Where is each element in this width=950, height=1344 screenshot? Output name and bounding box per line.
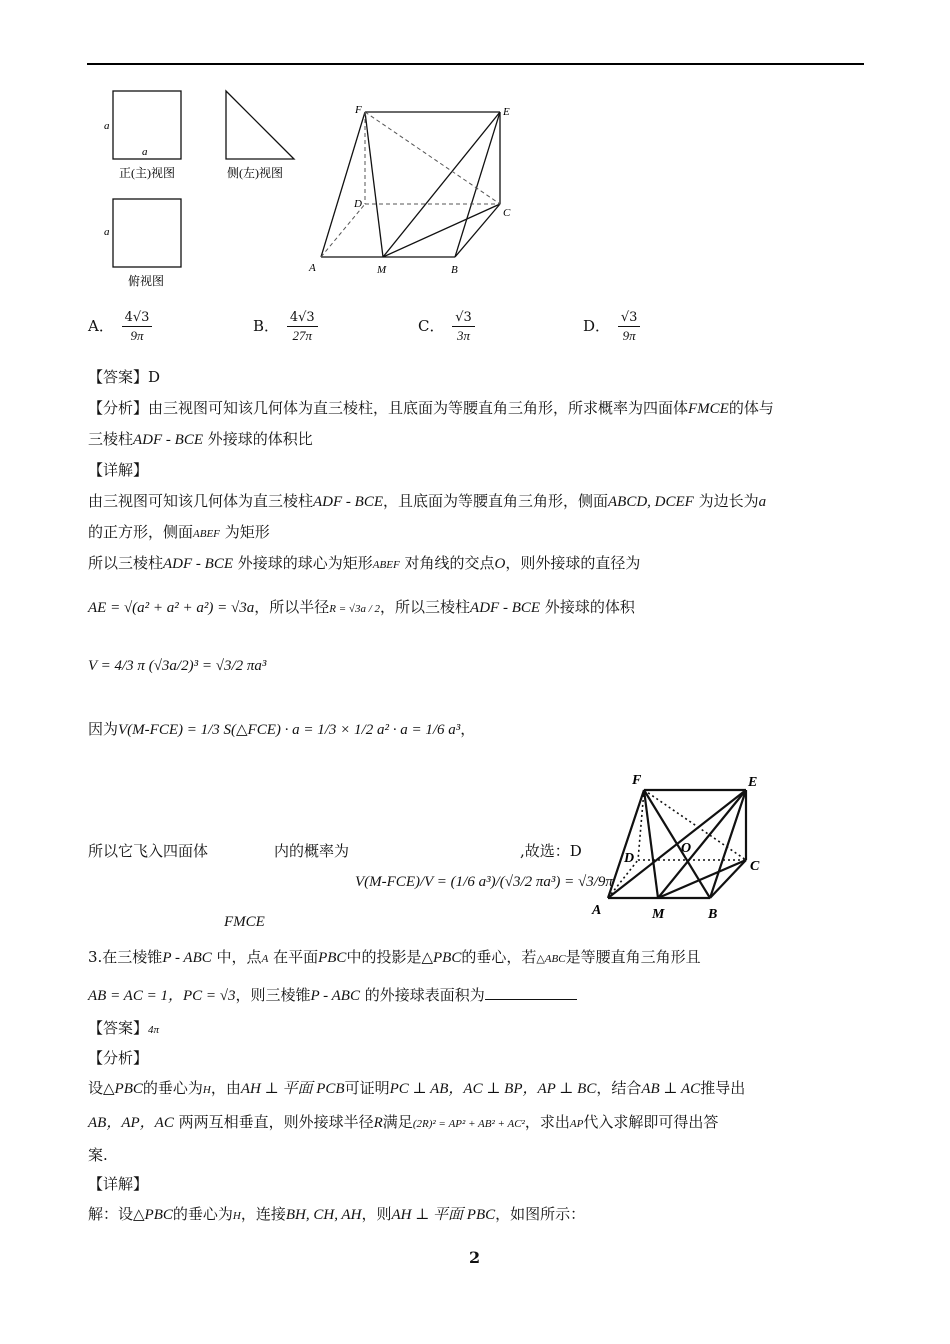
q2-answer: 【答案】D — [88, 368, 161, 386]
q2-detail-line1: 由三视图可知该几何体为直三棱柱ADF - BCE，且底面为等腰直角三角形，侧面ABCD, DCEF 为边长为a — [88, 492, 767, 510]
page-number: 2 — [469, 1248, 481, 1267]
svg-text:A: A — [309, 262, 316, 274]
top-view-side-label: a — [104, 226, 110, 238]
q2-choice: ,故选：D — [520, 842, 582, 860]
front-view-caption: 正(主)视图 — [119, 166, 175, 180]
svg-text:C: C — [750, 859, 760, 874]
svg-text:B: B — [451, 264, 458, 276]
side-view-caption: 侧(左)视图 — [227, 166, 283, 180]
q2-tetra-volume-eq: 因为V(M-FCE) = 1/3 S(△FCE) · a = 1/3 × 1/2 a² · a = 1/6 a³， — [88, 720, 476, 738]
q3-analysis-line2: AB，AP，AC 两两互相垂直，则外接球半径R满足(2R)² = AP² + AB² + AC²，求出AP代入求解即可得出答 — [88, 1113, 719, 1131]
q2-probability-line: 所以它飞入四面体 — [88, 842, 209, 860]
svg-text:D: D — [624, 851, 635, 866]
svg-text:E: E — [748, 775, 758, 790]
svg-text:D: D — [354, 198, 362, 210]
top-view-caption: 俯视图 — [128, 274, 165, 288]
q3-analysis-line1: 设△PBC的垂心为H，由AH ⊥ 平面 PCB可证明PC ⊥ AB，AC ⊥ BP，AP ⊥ BC，结合AB ⊥ AC推导出 — [88, 1079, 746, 1097]
svg-text:C: C — [503, 207, 511, 219]
q2-detail-heading: 【详解】 — [88, 461, 149, 479]
q3-detail-line1: 解：设△PBC的垂心为H，连接BH, CH, AH，则AH ⊥ 平面 PBC，如图所示： — [88, 1205, 586, 1223]
svg-text:F: F — [632, 773, 642, 788]
q2-detail-line2: 的正方形，侧面ABEF 为矩形 — [88, 523, 270, 541]
prism-diagram-1 — [305, 100, 525, 280]
header-rule — [87, 63, 864, 65]
q3-detail-heading: 【详解】 — [88, 1175, 149, 1193]
q3-analysis-heading: 【分析】 — [88, 1049, 149, 1067]
option-b: B． $\frac{4√3}{27\pi}$ — [253, 310, 321, 344]
q2-analysis-line1: 【分析】由三视图可知该几何体为直三棱柱，且底面为等腰直角三角形，所求概率为四面体FMCE的体与 — [88, 399, 774, 417]
option-d: D． $\frac{√3}{9\pi}$ — [583, 310, 643, 344]
top-view-square — [113, 199, 181, 267]
q2-volume-eq: V = 4/3 π (√3a/2)³ = √3/2 πa³ — [88, 658, 267, 674]
prism-diagram-2 — [588, 768, 768, 928]
option-a: A． $\frac{4√3}{9\pi}$ — [88, 310, 155, 344]
q3-answer: 【答案】4π — [88, 1019, 160, 1037]
q3-analysis-line3: 案. — [88, 1146, 108, 1164]
svg-text:B: B — [708, 907, 718, 922]
q3-stem-line2: AB = AC = 1，PC = √3，则三棱锥P - ABC 的外接球表面积为 — [88, 985, 577, 1005]
svg-text:O: O — [681, 841, 692, 856]
svg-text:F: F — [355, 104, 362, 116]
q2-detail-line4: AE = √(a² + a² + a²) = √3a，所以半径R = √3a / 2，所以三棱柱ADF - BCE 外接球的体积 — [88, 598, 635, 616]
svg-text:M: M — [377, 264, 387, 276]
q2-analysis-line2: 三棱柱ADF - BCE 外接球的体积比 — [88, 430, 313, 448]
q2-fmce-label: FMCE — [224, 914, 265, 930]
svg-text:M: M — [652, 907, 665, 922]
side-view-triangle — [226, 91, 294, 159]
front-view-side-label: a — [104, 120, 110, 132]
q2-detail-line3: 所以三棱柱ADF - BCE 外接球的球心为矩形ABEF 对角线的交点O，则外接球的直径为 — [88, 554, 641, 572]
option-c: C． $\frac{√3}{3\pi}$ — [418, 310, 478, 344]
svg-text:A: A — [592, 903, 602, 918]
front-view-bottom-label: a — [142, 146, 148, 158]
svg-text:E: E — [503, 106, 510, 118]
q2-probability-line-b: 内的概率为 — [274, 842, 350, 860]
q2-probability-eq: V(M-FCE)/V = (1/6 a³)/(√3/2 πa³) = √3/9π — [355, 874, 613, 890]
three-view-diagram — [95, 85, 310, 295]
answer-blank — [485, 985, 577, 1000]
q3-stem-line1: 3.在三棱锥P - ABC 中，点A 在平面PBC中的投影是△PBC的垂心，若△ABC是等腰直角三角形且 — [88, 948, 701, 966]
